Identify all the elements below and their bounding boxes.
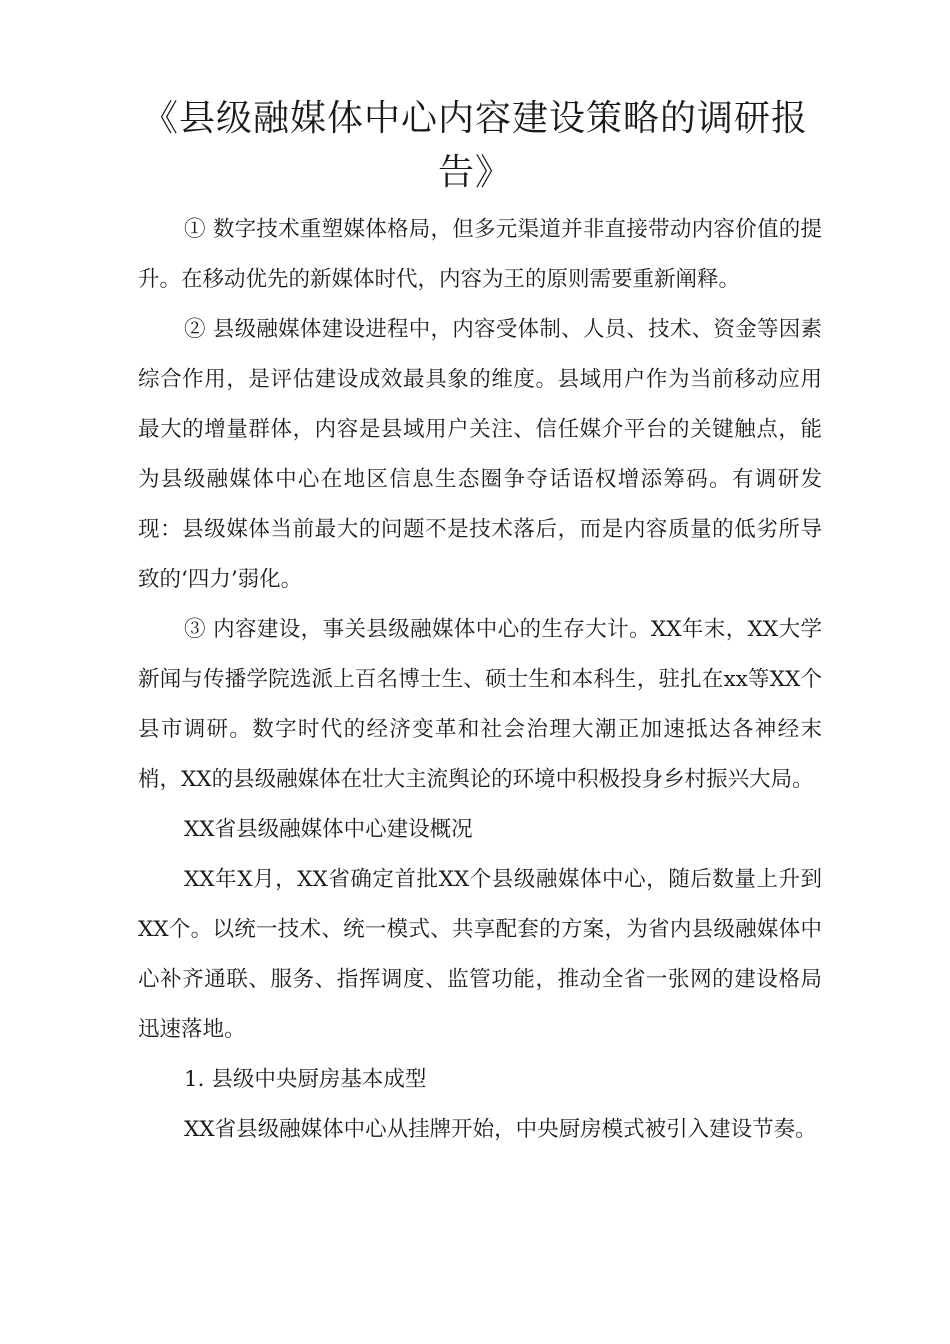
section-paragraph: XX年X月，XX省确定首批XX个县级融媒体中心，随后数量上升到XX个。以统一技术、统一模式、共享配套的方案，为省内县级融媒体中心补齐通联、服务、指挥调度、监管功能，推动全省一张网的建设格局迅速落地。 <box>138 867 822 1042</box>
subheading: 1. 县级中央厨房基本成型 <box>184 1067 427 1092</box>
section-heading: XX省县级融媒体中心建设概况 <box>184 817 473 842</box>
document-body <box>138 205 822 1155</box>
paragraph-1: ① 数字技术重塑媒体格局，但多元渠道并非直接带动内容价值的提升。在移动优先的新媒体时代，内容为王的原则需要重新阐释。 <box>138 217 822 292</box>
document-title: 《县级融媒体中心内容建设策略的调研报告》 <box>141 98 808 193</box>
paragraph-2: ② 县级融媒体建设进程中，内容受体制、人员、技术、资金等因素综合作用，是评估建设成效最具象的维度。县域用户作为当前移动应用最大的增量群体，内容是县域用户关注、信任媒介平台的关键触点，能为县级融媒体中心在地区信息生态圈争夺话语权增添筹码。有调研发现：县级媒体当前最大的问题不是技术落后，而是内容质量的低劣所导致的‘四力’弱化。 <box>138 317 822 592</box>
paragraph-3: ③ 内容建设，事关县级融媒体中心的生存大计。XX年末，XX大学新闻与传播学院选派上百名博士生、硕士生和本科生，驻扎在xx等XX个县市调研。数字时代的经济变革和社会治理大潮正加速抵达各神经末梢，XX的县级融媒体在壮大主流舆论的环境中积极投身乡村振兴大局。 <box>138 617 822 792</box>
last-paragraph: XX省县级融媒体中心从挂牌开始，中央厨房模式被引入建设节奏。 <box>184 1117 817 1142</box>
